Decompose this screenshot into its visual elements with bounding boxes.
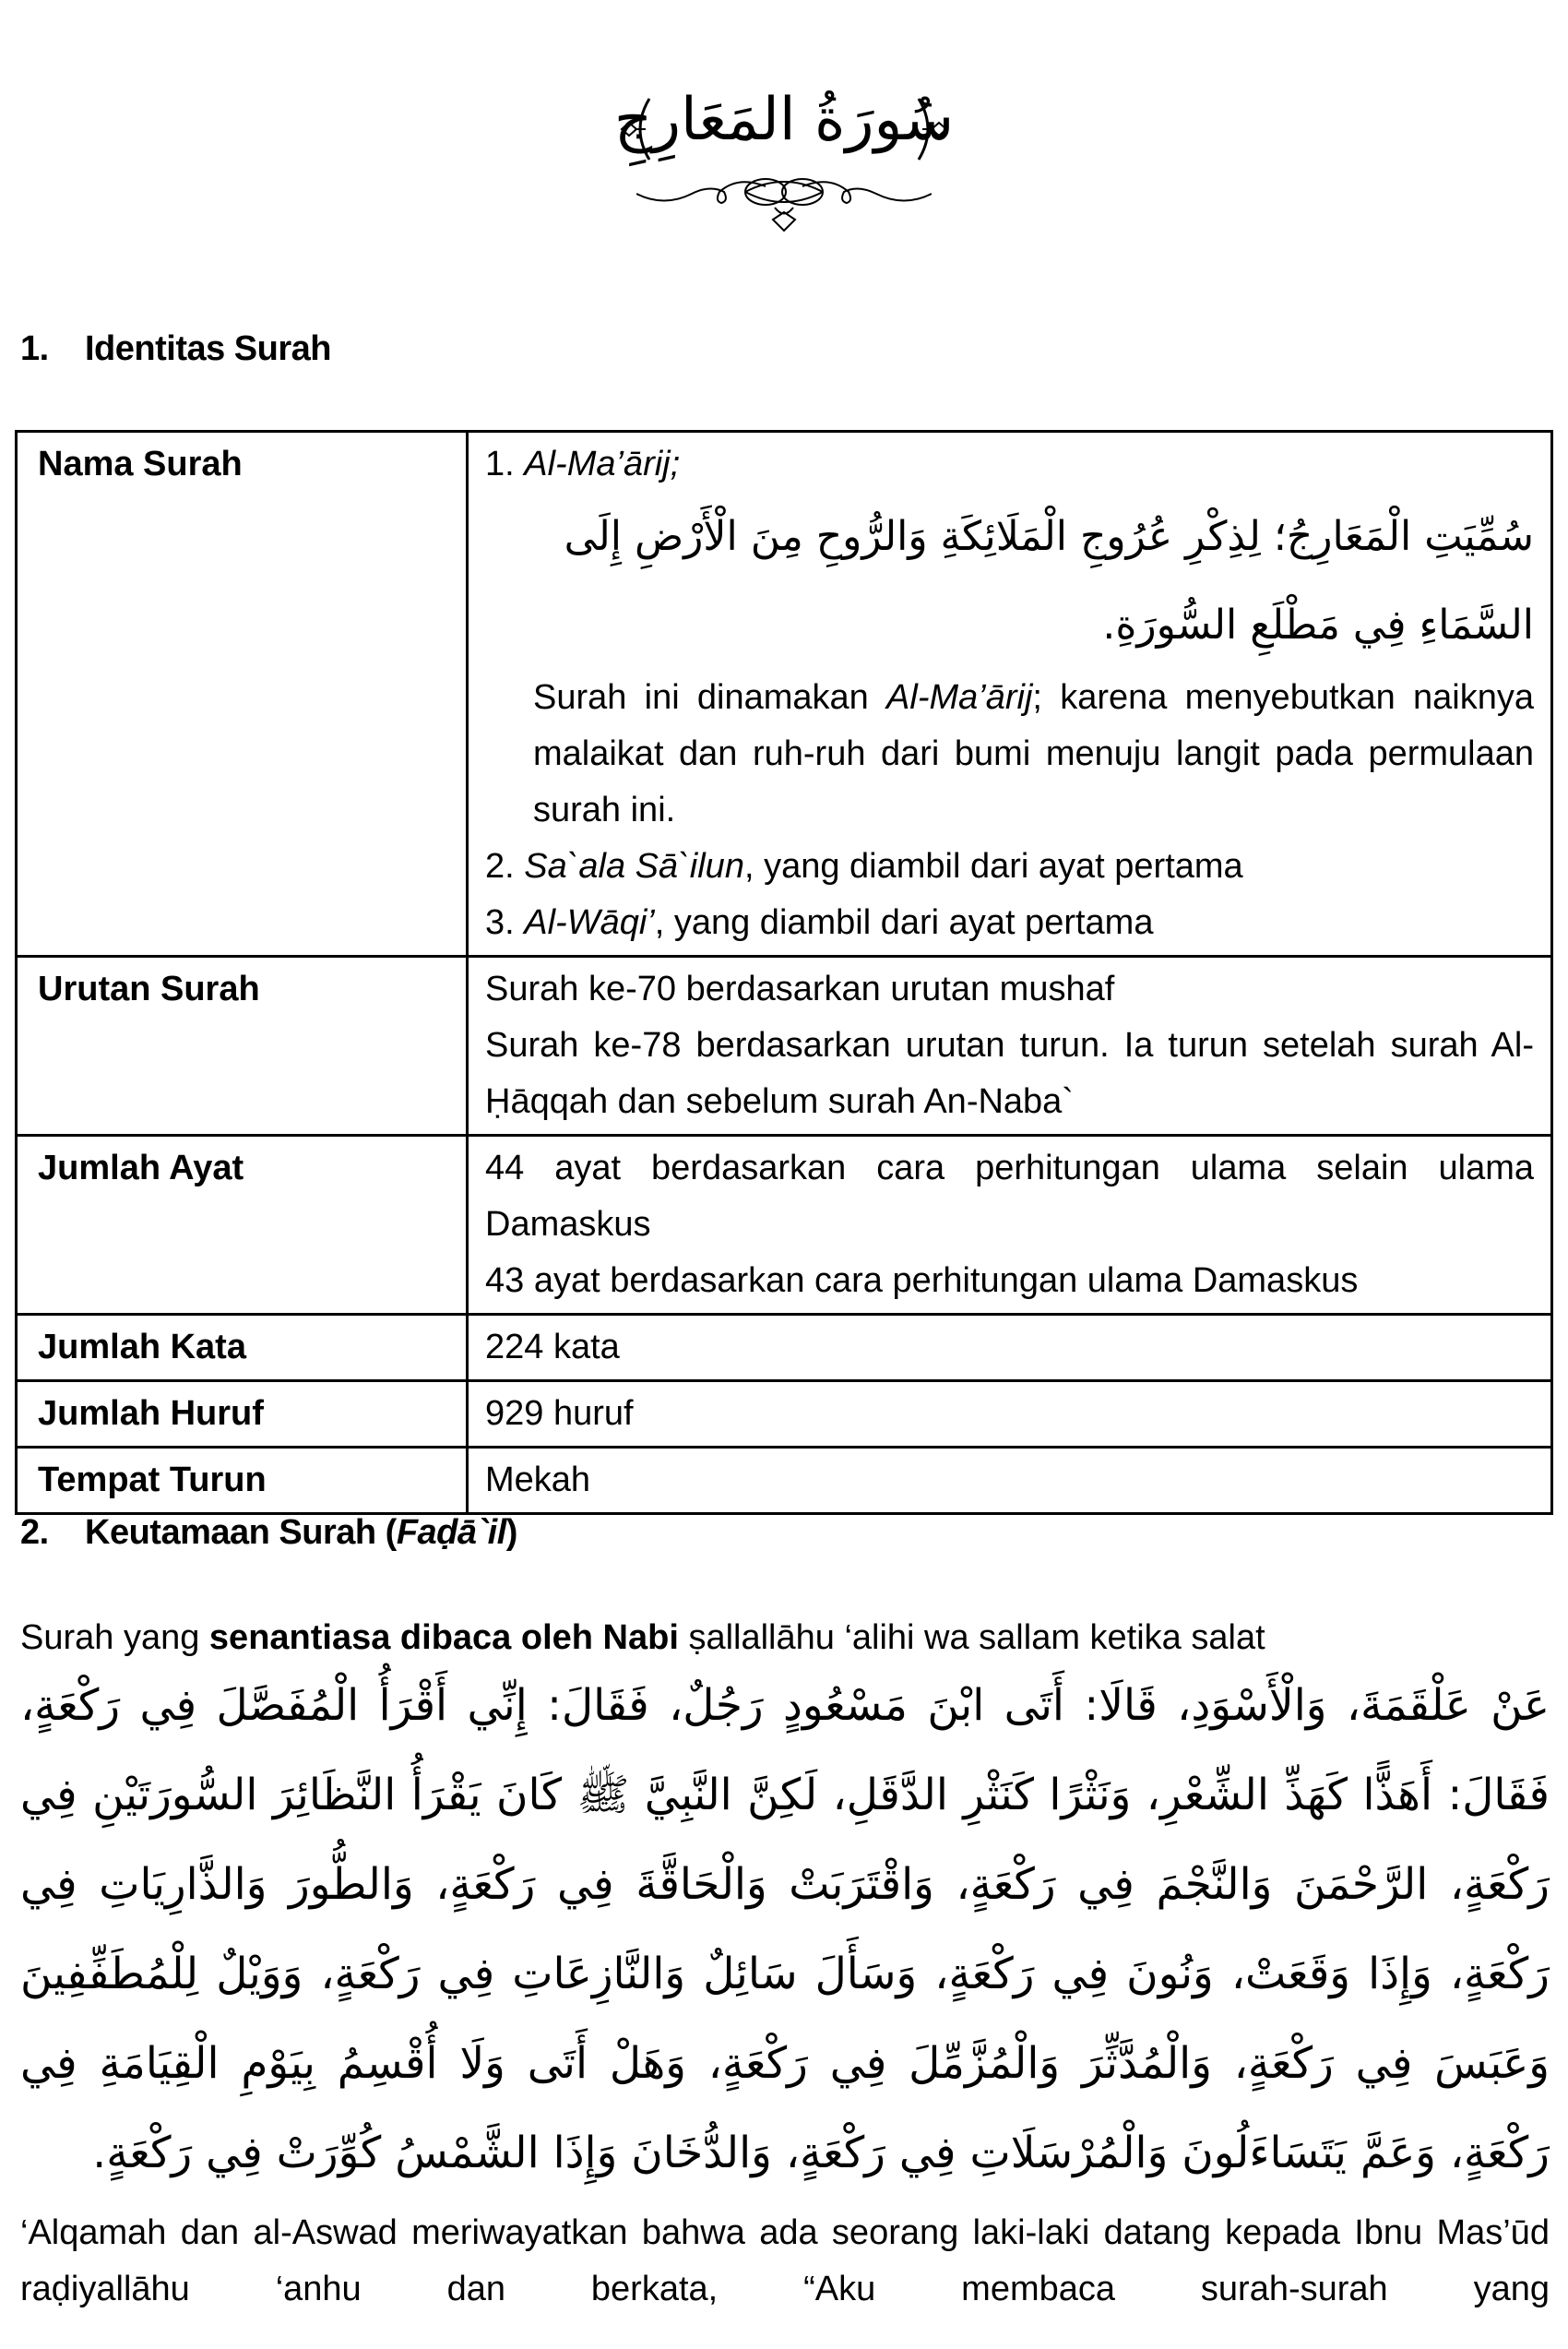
table-row-urutan-surah xyxy=(17,957,1552,1136)
surah-name-italic: Al-Ma’ārij xyxy=(886,678,1033,717)
row-label: Nama Surah xyxy=(17,432,468,957)
hadith-translation: ‘Alqamah dan al-Aswad meriwayatkan bahwa ada seorang laki-laki datang kepada Ibnu Mas’ūd raḍiyallāhu ‘anhu dan berkata, “Aku membaca surah-surah yang xyxy=(20,2213,1550,2308)
list-number: 2. xyxy=(485,847,515,886)
value-line: 43 ayat berdasarkan cara perhitungan ulama Damaskus xyxy=(485,1261,1359,1300)
hadith-arabic-text: عَنْ عَلْقَمَةَ، وَالْأَسْوَدِ، قَالَا: أَتَى ابْنَ مَسْعُودٍ رَجُلٌ، فَقَالَ: إِنِّي أَقْرَأُ الْمُفَصَّلَ فِي رَكْعَةٍ، فَقَالَ: أَهَذًّا كَهَذِّ الشِّعْرِ، وَنَثْرًا كَنَثْرِ الدَّقَلِ، لَكِنَّ النَّبِيَّ ﷺ كَانَ يَقْرَأُ النَّظَائِرَ السُّورَتَيْنِ فِي رَكْعَةٍ، الرَّحْمَنَ وَالنَّجْمَ فِي رَكْعَةٍ، وَاقْتَرَبَتْ وَالْحَاقَّةَ فِي رَكْعَةٍ، وَالطُّورَ وَالذَّارِيَاتِ فِي رَكْعَةٍ، وَإِذَا وَقَعَتْ، وَنُونَ فِي رَكْعَةٍ، وَسَأَلَ سَائِلٌ وَالنَّازِعَاتِ فِي رَكْعَةٍ، وَوَيْلٌ لِلْمُطَفِّفِينَ وَعَبَسَ فِي رَكْعَةٍ، وَالْمُدَّثِّرَ وَالْمُزَّمِّلَ فِي رَكْعَةٍ، وَهَلْ أَتَى وَلَا أُقْسِمُ بِيَوْمِ الْقِيَامَةِ فِي رَكْعَةٍ، وَعَمَّ يَتَسَاءَلُونَ وَالْمُرْسَلَاتِ فِي رَكْعَةٍ، وَالدُّخَانَ وَإِذَا الشَّمْسُ كُوِّرَتْ فِي رَكْعَةٍ. xyxy=(20,1680,1550,2178)
item-text: , yang diambil dari ayat pertama xyxy=(654,903,1154,942)
surah-name-italic: Sa`ala Sā`ilun xyxy=(524,847,744,886)
name-item-2 xyxy=(485,839,1534,895)
section-title: Identitas Surah xyxy=(85,329,331,368)
explain-text: ; karena menyebutkan naiknya malaikat dan ruh-ruh dari bumi menuju langit pada permulaan surah ini. xyxy=(533,678,1534,829)
row-value xyxy=(468,432,1552,957)
row-value: 929 huruf xyxy=(468,1381,1552,1448)
arabic-explanation: سُمِّيَتِ الْمَعَارِجُ؛ لِذِكْرِ عُرُوجِ الْمَلَائِكَةِ وَالرُّوحِ مِنَ الْأَرْضِ إِلَى السَّمَاءِ فِي مَطْلَعِ السُّورَةِ. xyxy=(564,513,1534,649)
identity-table xyxy=(15,430,1553,1515)
row-label: Urutan Surah xyxy=(17,957,468,1136)
list-number: 1. xyxy=(485,445,515,483)
table-row-nama-surah xyxy=(17,432,1552,957)
list-number: 3. xyxy=(485,903,515,942)
row-value: 224 kata xyxy=(468,1315,1552,1381)
item-text: , yang diambil dari ayat pertama xyxy=(743,847,1243,886)
table-row-jumlah-huruf xyxy=(17,1381,1552,1448)
intro-paragraph xyxy=(20,1610,1550,1666)
row-label: Jumlah Ayat xyxy=(17,1136,468,1315)
name-explanation xyxy=(485,670,1534,839)
row-label: Tempat Turun xyxy=(17,1448,468,1514)
section-heading-keutamaan xyxy=(20,1513,517,1553)
row-value xyxy=(468,1136,1552,1315)
table-row-jumlah-kata xyxy=(17,1315,1552,1381)
value-line: Surah ke-70 berdasarkan urutan mushaf xyxy=(485,970,1115,1008)
section-heading-identitas xyxy=(20,329,331,369)
decorative-flourish-icon xyxy=(636,166,932,235)
section-title: Keutamaan Surah ( xyxy=(85,1513,397,1552)
section-number: 1. xyxy=(20,329,49,368)
table-row-jumlah-ayat xyxy=(17,1136,1552,1315)
ornament-bracket-right-icon xyxy=(913,97,950,161)
section-number: 2. xyxy=(20,1513,49,1552)
surah-title-arabic: سُورَةُ المَعَارِجِ xyxy=(613,86,955,154)
explain-text: Surah ini dinamakan xyxy=(533,678,887,717)
surah-name-italic: Al-Wāqi’ xyxy=(524,903,655,942)
surah-name-italic: Al-Ma’ārij; xyxy=(524,445,681,483)
row-label: Jumlah Kata xyxy=(17,1315,468,1381)
intro-text: ṣallallāhu ‘alihi wa sallam ketika salat xyxy=(678,1618,1265,1657)
row-label: Jumlah Huruf xyxy=(17,1381,468,1448)
value-line: Surah ke-78 berdasarkan urutan turun. Ia turun setelah surah Al-Ḥāqqah dan sebelum surah An-Naba` xyxy=(485,1026,1534,1121)
table-row-tempat-turun xyxy=(17,1448,1552,1514)
intro-bold-text: senantiasa dibaca oleh Nabi xyxy=(208,1618,679,1657)
intro-text: Surah yang xyxy=(20,1618,209,1657)
row-value xyxy=(468,957,1552,1136)
name-item-1 xyxy=(485,436,1534,493)
section-title-italic: Faḍā`il xyxy=(396,1513,506,1552)
surah-title-header xyxy=(553,69,1015,235)
name-item-3 xyxy=(485,895,1534,951)
section-title-close: ) xyxy=(505,1513,517,1552)
row-value: Mekah xyxy=(468,1448,1552,1514)
value-line: 44 ayat berdasarkan cara perhitungan ulama selain ulama Damaskus xyxy=(485,1149,1534,1244)
